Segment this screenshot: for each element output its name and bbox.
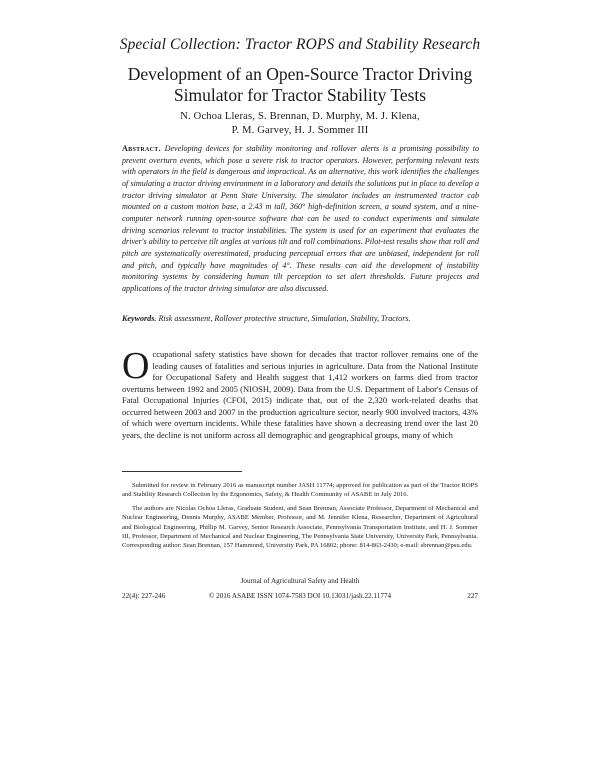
footnote-submission: Submitted for review in February 2016 as manuscript number JASH 11774; approved for publication as part of the Tractor ROPS and Stability Research Collection by the Ergonomics, Safety, & Health Community of ASABE in July 2016.	[122, 482, 478, 499]
keywords	[122, 313, 479, 324]
volume-issue: 22(4): 227-246	[122, 592, 166, 600]
abstract-text: Developing devices for stability monitoring and rollover alerts is a promising possibility to prevent overturn events, which pose a severe risk to tractor operators. However, performing relevant tests with operators in the field is dangerous and impractical. As an alternative, this work identifies the challenges of simulating a tractor driving environment in a laboratory and details the solutions put in place to develop a tractor driving simulator at Penn State University. The simulator includes an instrumented tractor cab mounted on a custom motion base, a 2.43 m tall, 360° high-definition screen, a sound system, and a nine-computer network running open-source software that can be used to conduct experiments and simulate driving scenarios relevant to tractor instabilities. The system is used for an experiment that evaluates the driver's ability to perceive tilt angles at various tilt and roll combinations. Pilot-test results show that roll and pitch are systematically overestimated, producing perceptual errors that are unbiased, independent for roll and pitch, and typically have magnitudes of 4°. These results can aid the development of instability monitoring systems by considering human tilt perception to set alert thresholds. Future projects and applications of the tractor driving simulator are also discussed.	[122, 144, 479, 293]
abstract	[122, 143, 479, 295]
page-number: 227	[467, 592, 478, 600]
drop-cap: O	[122, 345, 150, 387]
body-paragraph	[122, 345, 478, 441]
journal-name: Journal of Agricultural Safety and Health	[240, 577, 360, 585]
keywords-text: Risk assessment, Rollover protective structure, Simulation, Stability, Tractors.	[158, 314, 411, 323]
footnote-divider	[122, 471, 242, 472]
author-list	[60, 110, 540, 138]
title-line-2: Simulator for Tractor Stability Tests	[173, 85, 427, 105]
keywords-label: Keywords.	[122, 314, 157, 323]
abstract-label: Abstract.	[122, 144, 161, 153]
body-text: ccupational safety statistics have shown for decades that tractor rollover remains one of the leading causes of fatalities and serious injuries in agriculture. Data from the National Institute for Occupational Safety and Health suggest that 1,412 workers on farms died from tractor overturns between 1992 and 2005 (NIOSH, 2009). Data from the U.S. Department of Labor's Census of Fatal Occupational Injuries (CFOI, 2015) indicate that, out of the 2,320 work-related deaths that occurred between 2003 and 2007 in the production agriculture sector, nearly 900 involved tractors, 43% of which were overturn incidents. While these fatalities have shown a decreasing trend over the last 20 years, the decline is not uniform across all demographic and geographical groups, many of which	[122, 349, 478, 440]
authors-line-1: N. Ochoa Lleras, S. Brennan, D. Murphy, M. J. Klena,	[180, 111, 420, 122]
title-line-1: Development of an Open-Source Tractor Driving	[127, 64, 473, 84]
footnote-authors: The authors are Nicolas Ochoa Lleras, Graduate Student, and Sean Brennan, Associate Professor, Department of Mechanical and Nuclear Engineering, Dennis Murphy, ASABE Member, Professor, and M. Jennifer Klena, Researcher, Department of Agricultural and Biological Engineering, Phillip M. Garvey, Senior Research Associate, Pennsylvania Transportation Institute, and H. J. Sommer III, Professor, Department of Mechanical and Nuclear Engineering, The Pennsylvania State University, University Park, Pennsylvania. Corresponding author: Sean Brennan, 157 Hammond, University Park, PA 16802; phone: 814-863-2430; e-mail: sbrennan@psu.edu.	[122, 504, 478, 550]
collection-heading: Special Collection: Tractor ROPS and Stability Research	[119, 36, 481, 53]
article-title	[60, 64, 540, 106]
authors-line-2: P. M. Garvey, H. J. Sommer III	[231, 125, 369, 136]
footnotes	[122, 481, 478, 555]
copyright-issn-doi: © 2016 ASABE ISSN 1074-7583 DOI 10.13031/jash.22.11774	[208, 592, 392, 600]
